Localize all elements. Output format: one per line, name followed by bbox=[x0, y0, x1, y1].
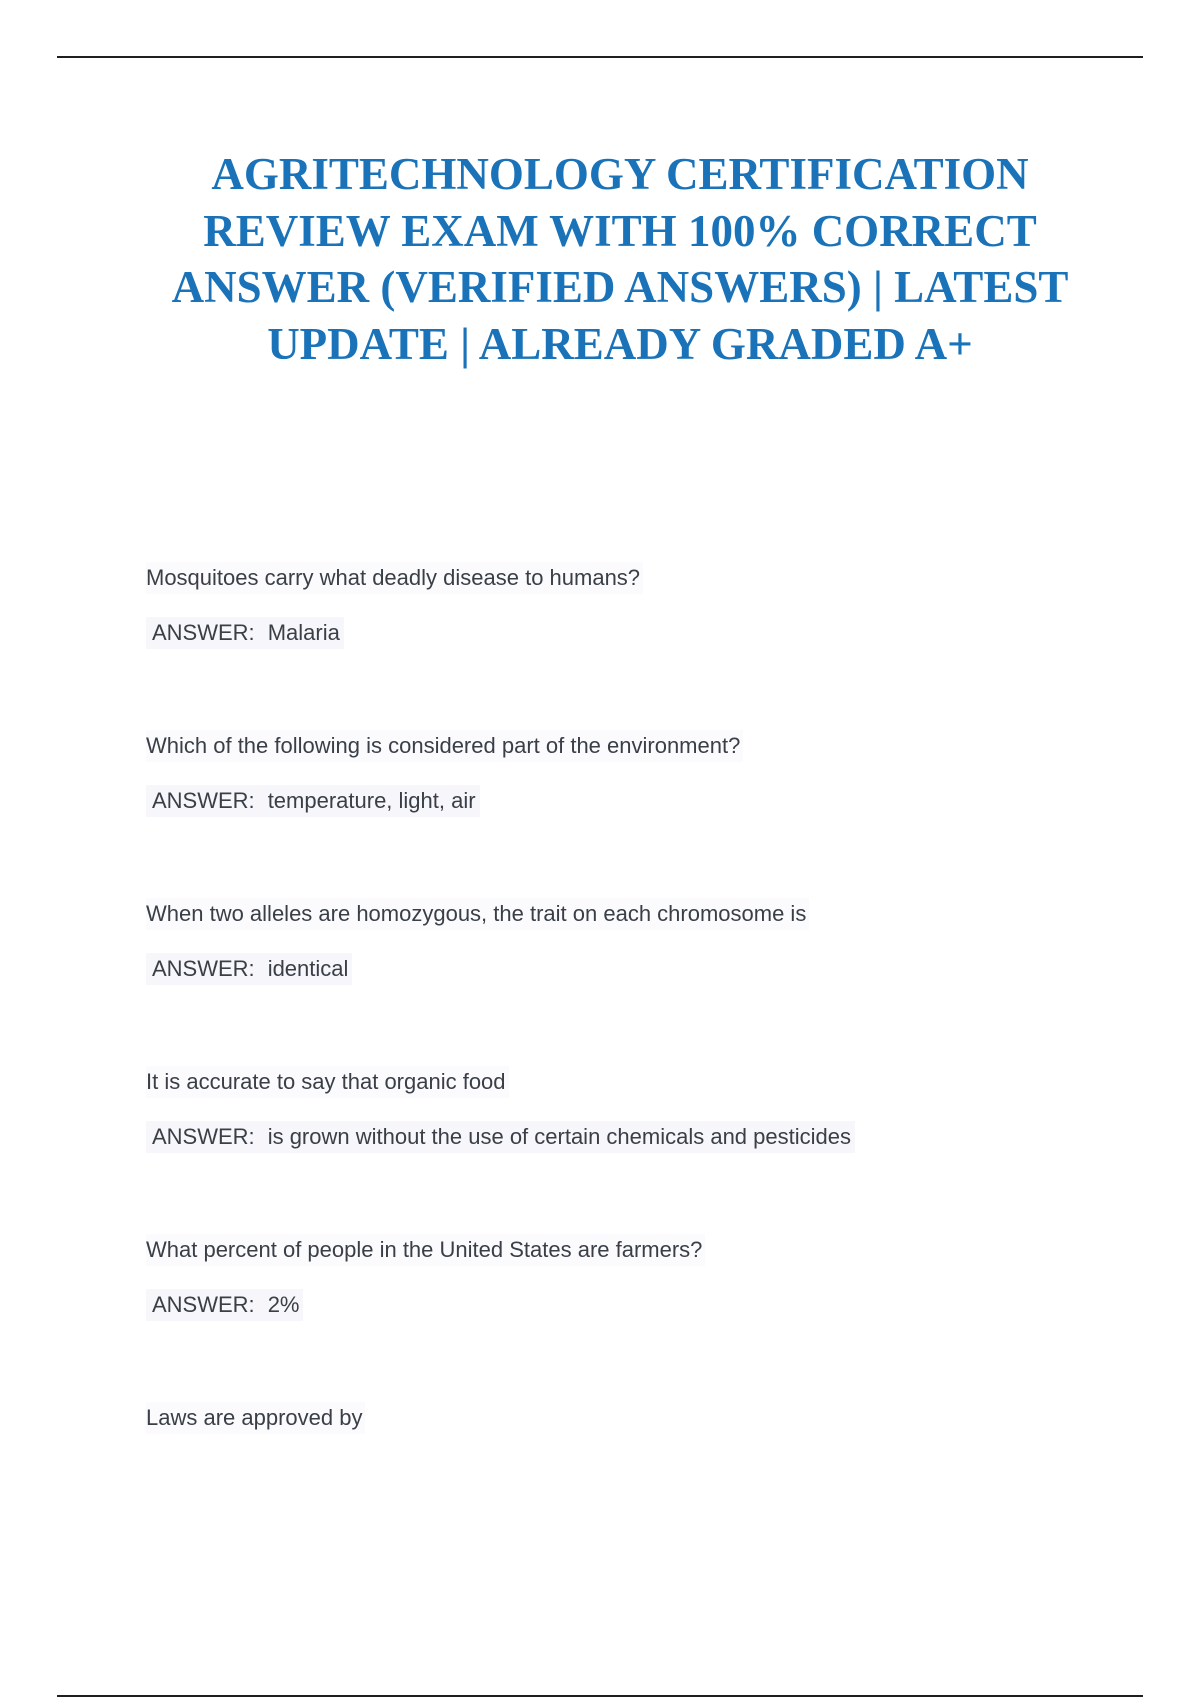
qa-list bbox=[146, 562, 1146, 1570]
answer-label: ANSWER: bbox=[152, 1124, 255, 1149]
answer-label: ANSWER: bbox=[152, 620, 255, 645]
answer-line bbox=[146, 1121, 855, 1153]
question-text: Which of the following is considered part of the environment? bbox=[146, 730, 743, 762]
question-text: It is accurate to say that organic food bbox=[146, 1066, 509, 1098]
qa-item bbox=[146, 898, 1146, 1066]
answer-text: 2% bbox=[267, 1292, 300, 1317]
answer-line bbox=[146, 617, 344, 649]
qa-item bbox=[146, 1402, 1146, 1570]
answer-line bbox=[146, 1289, 303, 1321]
question-text: Mosquitoes carry what deadly disease to humans? bbox=[146, 562, 643, 594]
question-text: Laws are approved by bbox=[146, 1402, 365, 1434]
answer-text: is grown without the use of certain chemicals and pesticides bbox=[267, 1124, 851, 1149]
answer-line bbox=[146, 953, 352, 985]
document-title: AGRITECHNOLOGY CERTIFICATION REVIEW EXAM WITH 100% CORRECT ANSWER (VERIFIED ANSWERS) | LATEST UPDATE | ALREADY GRADED A+ bbox=[171, 149, 1069, 369]
qa-item bbox=[146, 1234, 1146, 1402]
qa-item bbox=[146, 562, 1146, 730]
qa-item bbox=[146, 730, 1146, 898]
answer-label: ANSWER: bbox=[152, 1292, 255, 1317]
question-text: What percent of people in the United States are farmers? bbox=[146, 1234, 705, 1266]
footer-rule bbox=[57, 1695, 1143, 1697]
answer-text: identical bbox=[267, 956, 349, 981]
answer-text: Malaria bbox=[267, 620, 340, 645]
answer-text: temperature, light, air bbox=[267, 788, 476, 813]
answer-label: ANSWER: bbox=[152, 788, 255, 813]
question-text: When two alleles are homozygous, the trait on each chromosome is bbox=[146, 898, 809, 930]
answer-line bbox=[146, 785, 480, 817]
qa-item bbox=[146, 1066, 1146, 1234]
header-rule bbox=[57, 56, 1143, 58]
answer-label: ANSWER: bbox=[152, 956, 255, 981]
